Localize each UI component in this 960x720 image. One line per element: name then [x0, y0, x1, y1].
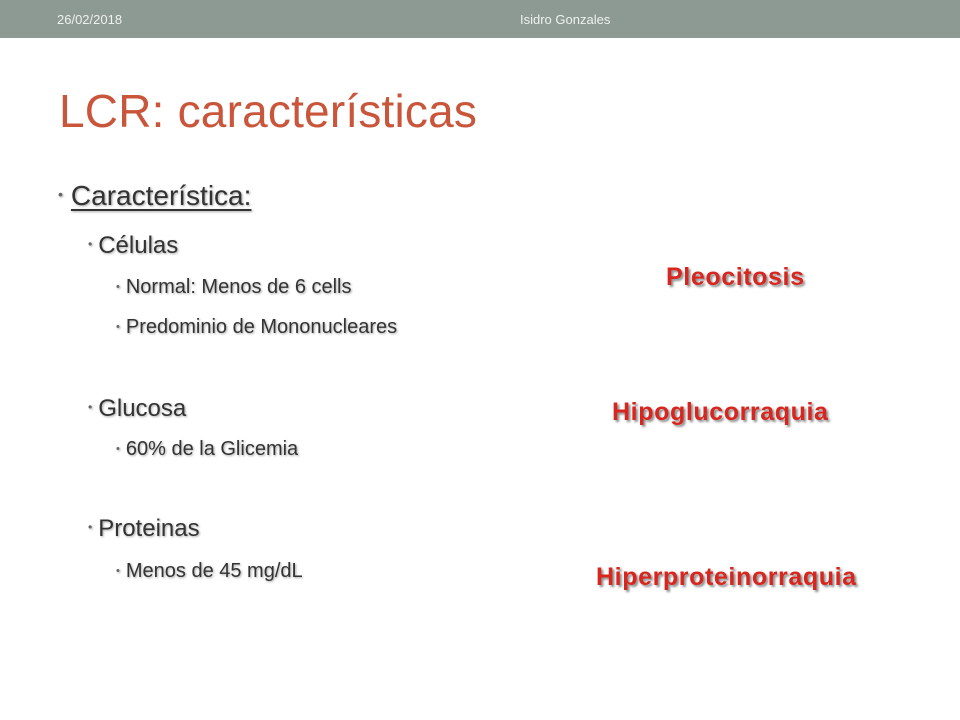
section-heading-text: Glucosa: [98, 395, 187, 422]
section-item-text: Normal: Menos de 6 cells: [125, 276, 352, 298]
bullet-dot-icon: •: [58, 186, 63, 202]
term-pleocitosis: Pleocitosis: [666, 263, 805, 291]
section-heading-glucosa: [88, 395, 186, 423]
bullet-dot-icon: •: [88, 400, 93, 414]
bullet-dot-icon: •: [116, 565, 120, 577]
section-item: [116, 316, 397, 339]
main-bullet: [58, 180, 251, 212]
section-item-text: Menos de 45 mg/dL: [125, 560, 303, 582]
main-bullet-text: Característica:: [70, 180, 252, 211]
bullet-dot-icon: •: [88, 237, 93, 251]
slide-title: LCR: características: [59, 85, 478, 137]
section-item-text: Predominio de Mononucleares: [125, 316, 398, 338]
section-item: [116, 560, 303, 583]
section-heading-celulas: [88, 232, 178, 260]
bullet-dot-icon: •: [116, 281, 120, 293]
section-heading-proteinas: [88, 515, 200, 543]
section-item: [116, 276, 352, 299]
header-date: 26/02/2018: [57, 12, 123, 27]
header-author: Isidro Gonzales: [520, 12, 611, 27]
bullet-dot-icon: •: [116, 321, 120, 333]
term-hiperproteinorraquia: Hiperproteinorraquia: [596, 563, 857, 591]
section-item: [116, 438, 298, 461]
term-hipoglucorraquia: Hipoglucorraquia: [612, 398, 829, 426]
bullet-dot-icon: •: [116, 443, 120, 455]
bullet-dot-icon: •: [88, 520, 93, 534]
header-bar: [0, 0, 960, 38]
section-heading-text: Células: [98, 232, 179, 259]
section-heading-text: Proteinas: [98, 515, 200, 542]
section-item-text: 60% de la Glicemia: [125, 438, 299, 460]
